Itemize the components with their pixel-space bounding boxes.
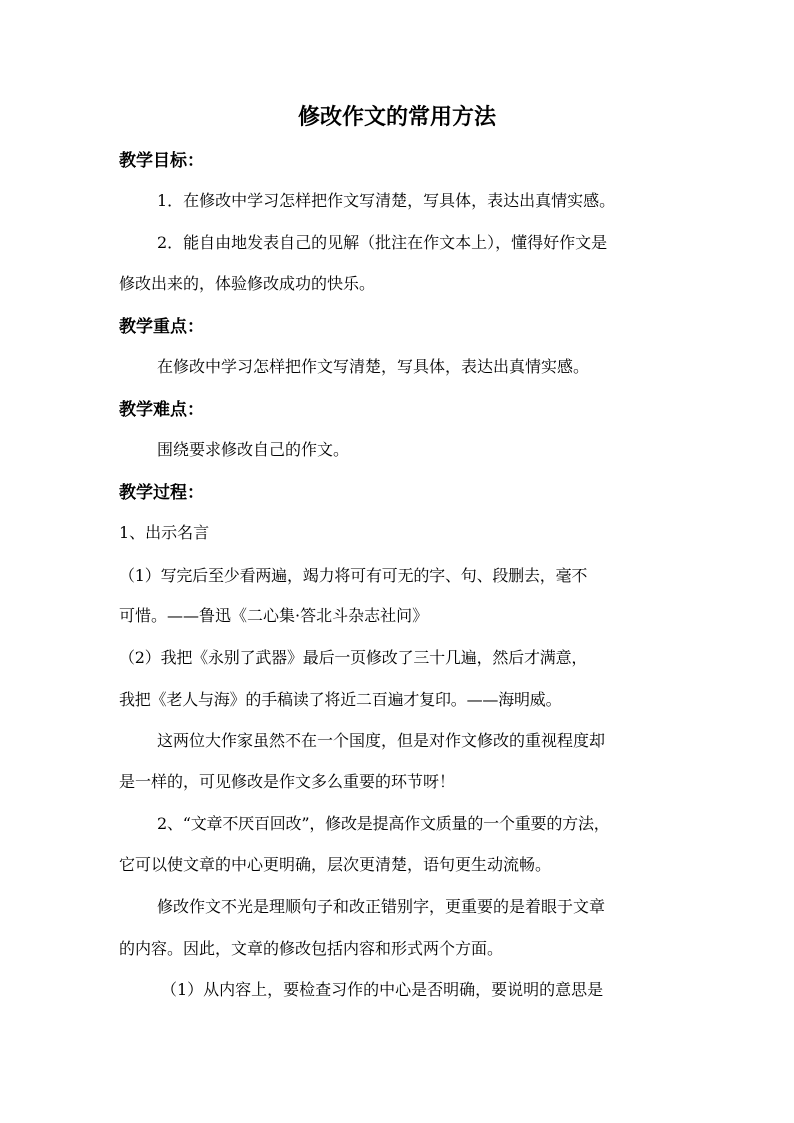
process-step-1: 1、出示名言 [119, 523, 210, 542]
quote-2-line-1: （2）我把《永别了武器》最后一页修改了三十几遍，然后才满意， [119, 648, 588, 667]
key-point-text: 在修改中学习怎样把作文写清楚，写具体，表达出真情实感。 [157, 357, 590, 376]
paragraph-3-line-2: 的内容。因此，文章的修改包括内容和形式两个方面。 [119, 939, 504, 958]
goal-2-line-2: 修改出来的，体验修改成功的快乐。 [119, 274, 376, 293]
paragraph-3-line-1: 修改作文不光是理顺句子和改正错别字，更重要的是着眼于文章 [157, 897, 606, 916]
quote-2-line-2: 我把《老人与海》的手稿读了将近二百遍才复印。——海明威。 [119, 690, 562, 709]
paragraph-2-line-2: 它可以使文章的中心更明确，层次更清楚，语句更生动流畅。 [119, 855, 552, 874]
quote-1-line-2: 可惜。——鲁迅《二心集·答北斗杂志社问》 [119, 606, 429, 625]
goal-2-line-1: 2．能自由地发表自己的见解（批注在作文本上），懂得好作文是 [157, 233, 608, 252]
paragraph-4-line-1: （1）从内容上，要检查习作的中心是否明确，要说明的意思是 [161, 980, 604, 999]
goal-1: 1．在修改中学习怎样把作文写清楚，写具体，表达出真情实感。 [157, 191, 616, 210]
heading-difficulties: 教学难点： [119, 400, 204, 420]
heading-process: 教学过程： [119, 483, 204, 503]
heading-teaching-goals: 教学目标： [119, 151, 204, 171]
paragraph-1-line-2: 是一样的，可见修改是作文多么重要的环节呀！ [119, 772, 456, 791]
paragraph-2-line-1: 2、“文章不厌百回改”，修改是提高作文质量的一个重要的方法， [157, 814, 610, 833]
quote-1-line-1: （1）写完后至少看两遍，竭力将可有可无的字、句、段删去，毫不 [119, 566, 588, 585]
paragraph-1-line-1: 这两位大作家虽然不在一个国度，但是对作文修改的重视程度却 [157, 731, 606, 750]
heading-key-points: 教学重点： [119, 317, 204, 337]
difficulty-text: 围绕要求修改自己的作文。 [157, 440, 350, 459]
document-title: 修改作文的常用方法 [297, 104, 496, 130]
